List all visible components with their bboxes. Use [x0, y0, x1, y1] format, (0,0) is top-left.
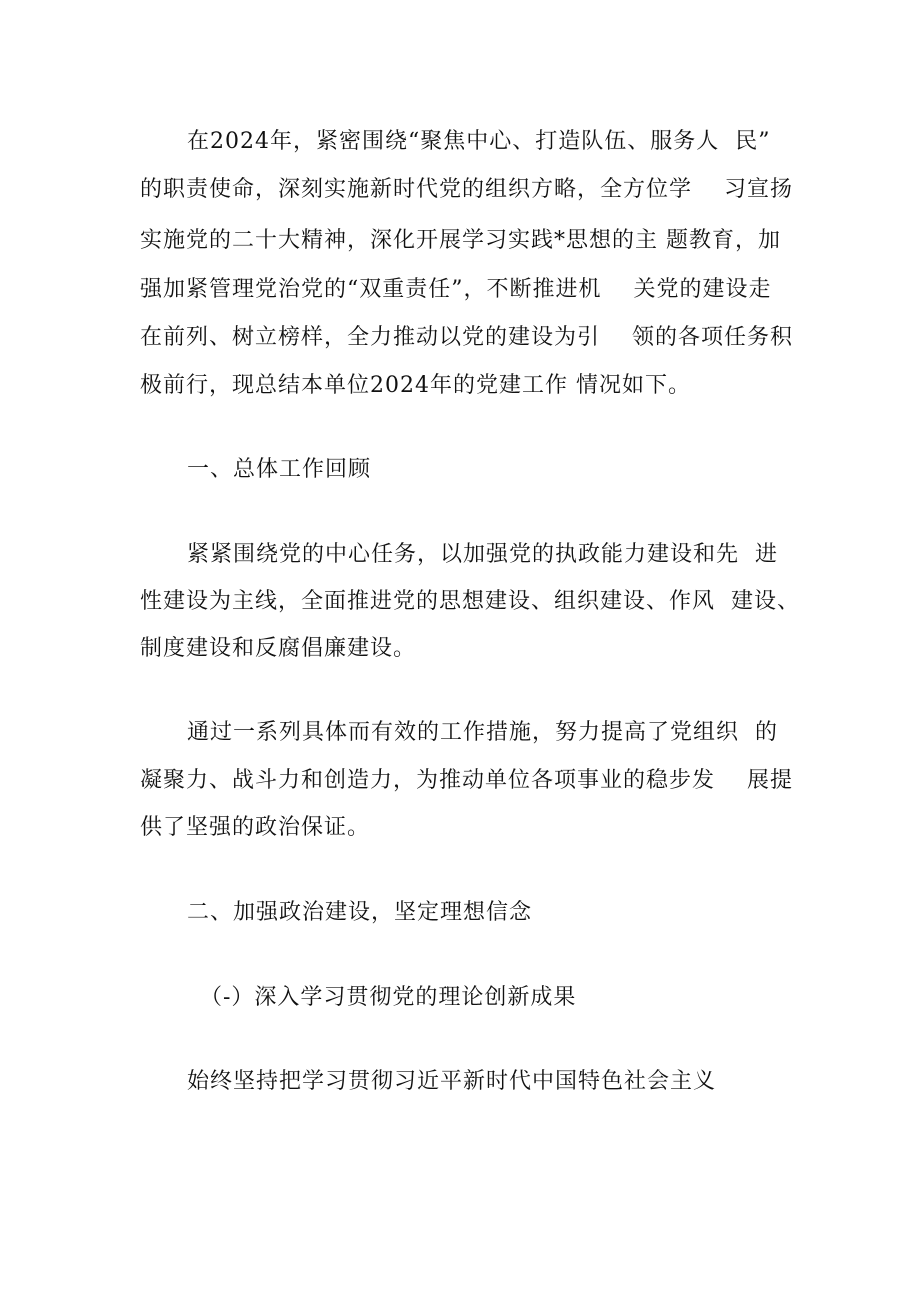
section-heading-overall-review: 一、总体工作回顾 — [187, 457, 372, 482]
intro-line-1: 在2024年，紧密围绕“聚焦中心、打造队伍、服务人 民” — [187, 129, 771, 154]
section1-para1-line-3: 制度建设和反腐倡廉建设。 — [140, 636, 417, 661]
section1-para2-line-1: 通过一系列具体而有效的工作措施，努力提高了党组织 的 — [187, 720, 778, 745]
section1-para1-line-1: 紧紧围绕党的中心任务，以加强党的执政能力建设和先 进 — [187, 542, 778, 567]
section1-para2-line-3: 供了坚强的政治保证。 — [140, 815, 371, 840]
section1-para2-line-2: 凝聚力、战斗力和创造力，为推动单位各项事业的稳步发 展提 — [140, 768, 793, 793]
section-heading-political-construction: 二、加强政治建设，坚定理想信念 — [187, 900, 533, 925]
intro-line-6: 极前行，现总结本单位2024年的党建工作 情况如下。 — [140, 373, 691, 398]
intro-line-4: 强加紧管理党治党的“双重责任”，不断推进机 关党的建设走 — [140, 277, 772, 302]
intro-line-5: 在前列、树立榜样，全力推动以党的建设为引 领的各项任务积 — [140, 325, 793, 350]
intro-line-3: 实施党的二十大精神，深化开展学习实践*思想的主 题教育，加 — [140, 228, 781, 253]
subsection-heading-theory-study: （-）深入学习贯彻党的理论创新成果 — [200, 985, 577, 1010]
intro-line-2: 的职责使命，深刻实施新时代党的组织方略，全方位学 习宣扬 — [140, 177, 793, 202]
section1-para1-line-2: 性建设为主线，全面推进党的思想建设、组织建设、作风 建设、 — [140, 589, 800, 614]
subsection1-para-line-1: 始终坚持把学习贯彻习近平新时代中国特色社会主义 — [187, 1069, 717, 1094]
